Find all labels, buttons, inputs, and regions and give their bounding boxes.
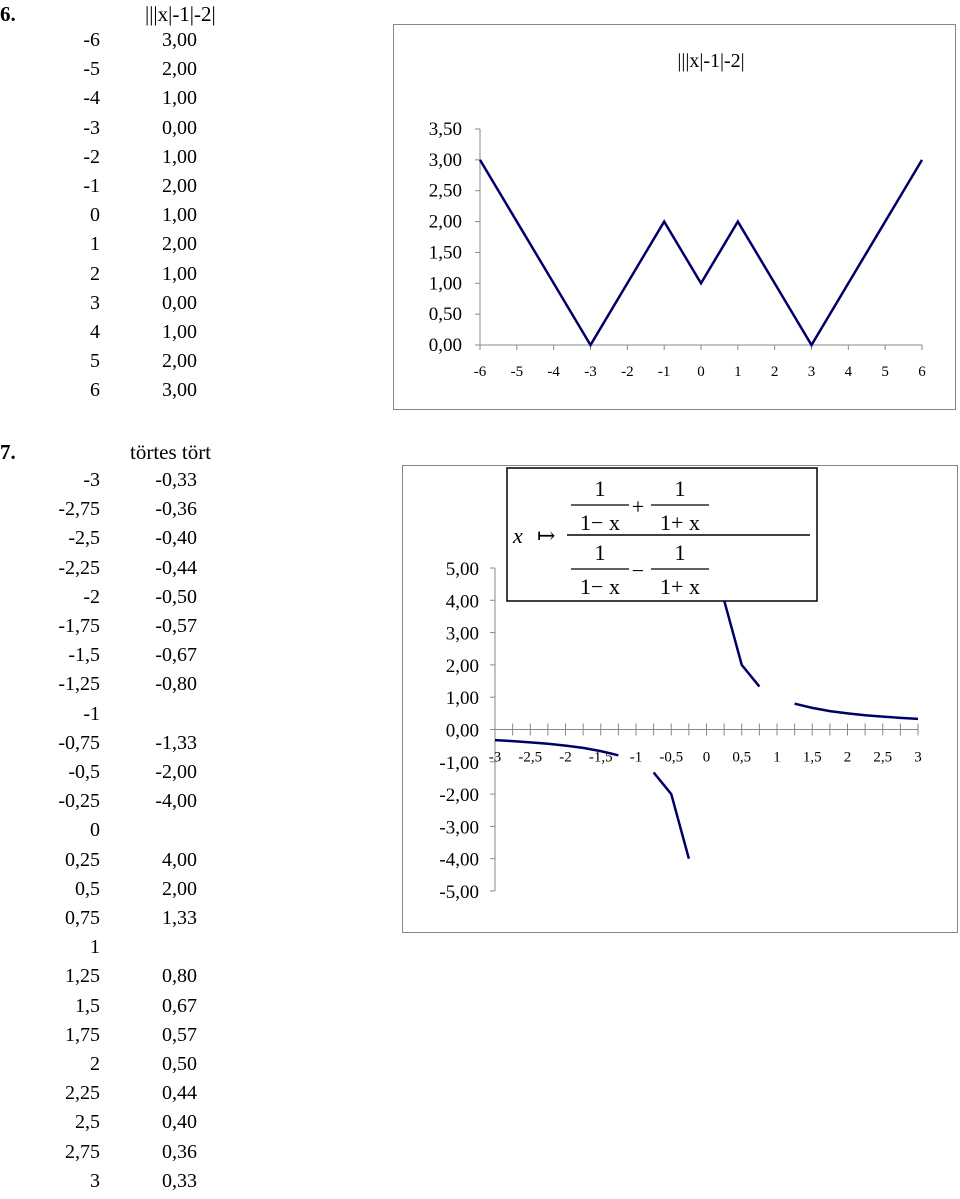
x-tick-label: 2,5 xyxy=(873,749,893,766)
table-cell-y: -0,50 xyxy=(155,585,197,608)
table-row xyxy=(0,347,240,376)
y-tick-label: 2,50 xyxy=(428,180,462,202)
table-cell-x: 1 xyxy=(90,936,100,959)
x-tick-label: 1,5 xyxy=(802,749,822,766)
table-cell-x: -0,25 xyxy=(58,790,100,813)
section-7-number: 7. xyxy=(0,440,16,464)
table-cell-x: -1 xyxy=(83,702,100,725)
formula-mapsto: ↦ xyxy=(537,523,556,548)
table-cell-x: 2 xyxy=(90,262,100,285)
table-cell-x: 6 xyxy=(90,379,100,402)
table-cell-y: 2,00 xyxy=(162,175,197,197)
table-cell-x: -0,5 xyxy=(68,761,100,783)
x-tick-label: 1 xyxy=(773,749,781,766)
table-cell-x: -3 xyxy=(83,469,100,491)
table-cell-y: 2,00 xyxy=(162,58,197,81)
table-cell-x: 0,75 xyxy=(65,907,100,929)
x-tick-label: 1 xyxy=(734,364,742,380)
y-tick-label: -2,00 xyxy=(439,785,479,807)
y-tick-label: 1,00 xyxy=(445,688,479,710)
formula-den-b-bot: 1+ x xyxy=(660,574,700,599)
x-tick-label: -5 xyxy=(510,364,524,380)
formula-num-b-bot: 1+ x xyxy=(660,510,700,535)
x-tick-label: -1 xyxy=(629,749,643,766)
table-cell-y: 1,00 xyxy=(162,87,197,110)
x-tick-label: 5 xyxy=(881,364,889,380)
chart-title: |||x|-1|-2| xyxy=(677,50,745,72)
x-tick-label: 3 xyxy=(914,749,922,766)
chart-abs-function xyxy=(393,24,956,410)
x-tick-label: 0,5 xyxy=(732,749,752,766)
y-tick-label: 0,50 xyxy=(428,304,462,326)
table-row xyxy=(0,554,240,583)
table-cell-x: -5 xyxy=(83,58,100,81)
formula-den-b-top: 1 xyxy=(674,540,686,565)
table-cell-y: 3,00 xyxy=(162,29,197,51)
table-cell-x: 2,75 xyxy=(65,1140,100,1163)
x-tick-label: -0,5 xyxy=(659,749,684,766)
x-tick-label: -2 xyxy=(621,364,634,380)
table-cell-y: 0,44 xyxy=(162,1082,197,1105)
table-row xyxy=(0,1108,240,1137)
table-cell-y: 0,40 xyxy=(162,1111,197,1134)
x-tick-label: 0 xyxy=(697,364,705,380)
table-cell-x: 1 xyxy=(90,233,100,256)
table-row xyxy=(0,495,240,524)
table-row xyxy=(0,700,240,729)
section-6-number: 6. xyxy=(0,2,16,26)
table-cell-y: -0,57 xyxy=(155,615,197,637)
y-tick-label: 1,50 xyxy=(428,242,462,264)
table-cell-x: -4 xyxy=(83,87,100,110)
y-tick-label: 0,00 xyxy=(445,720,479,742)
x-tick-label: 2 xyxy=(770,364,779,380)
y-tick-label: 2,00 xyxy=(445,655,479,677)
table-cell-x: 2,5 xyxy=(75,1111,100,1134)
table-row xyxy=(0,376,240,405)
chart-fraction-function-svg xyxy=(403,466,957,932)
table-row xyxy=(0,787,240,816)
table-cell-y: -0,44 xyxy=(155,556,197,579)
y-tick-label: -4,00 xyxy=(439,849,479,871)
table-cell-x: 2 xyxy=(90,1053,100,1075)
table-row xyxy=(0,466,240,495)
x-tick-label: -2,5 xyxy=(518,749,543,766)
table-row xyxy=(0,524,240,553)
table-cell-x: 5 xyxy=(90,350,100,373)
table-cell-x: -1,25 xyxy=(58,673,100,696)
x-tick-label: -3 xyxy=(584,364,597,380)
y-tick-label: -3,00 xyxy=(439,817,479,839)
table-row xyxy=(0,114,240,143)
table-cell-x: -3 xyxy=(83,116,100,139)
table-cell-x: 3 xyxy=(90,1169,100,1192)
table-row xyxy=(0,1167,240,1196)
y-tick-label: -1,00 xyxy=(439,752,479,774)
table-row xyxy=(0,816,240,845)
table-cell-x: 0 xyxy=(90,819,100,842)
section-7-table xyxy=(0,466,240,1196)
table-cell-y: 0,80 xyxy=(162,965,197,988)
table-cell-y: -0,36 xyxy=(155,498,197,521)
x-tick-label: 6 xyxy=(918,364,926,380)
table-cell-y: 0,33 xyxy=(162,1169,197,1192)
table-cell-y: 2,00 xyxy=(162,233,197,256)
table-cell-y: 0,36 xyxy=(162,1140,197,1163)
table-cell-x: -2,5 xyxy=(68,527,100,550)
table-row xyxy=(0,933,240,962)
table-cell-y: 1,33 xyxy=(162,907,197,929)
table-row xyxy=(0,962,240,991)
x-tick-label: -1,5 xyxy=(588,749,613,766)
chart-abs-function-svg xyxy=(394,25,955,409)
table-cell-x: -0,75 xyxy=(58,731,100,754)
table-cell-y: -1,33 xyxy=(155,731,197,754)
x-tick-label: -3 xyxy=(488,749,502,766)
table-cell-y: -0,40 xyxy=(155,527,197,550)
table-row xyxy=(0,172,240,201)
table-cell-x: 3 xyxy=(90,291,100,314)
table-row xyxy=(0,1138,240,1167)
y-tick-label: -5,00 xyxy=(439,882,479,903)
x-tick-label: 0 xyxy=(702,749,711,766)
series-line-segment xyxy=(795,704,918,719)
table-cell-y: 1,00 xyxy=(162,145,197,168)
section-6-table xyxy=(0,26,240,410)
table-row xyxy=(0,904,240,933)
table-cell-x: -1,75 xyxy=(58,615,100,637)
table-row xyxy=(0,230,240,259)
table-row xyxy=(0,846,240,875)
table-row xyxy=(0,318,240,347)
y-tick-label: 0,00 xyxy=(428,335,462,356)
x-tick-label: 3 xyxy=(807,364,816,380)
formula-den-a-bot: 1− x xyxy=(580,574,620,599)
table-row xyxy=(0,729,240,758)
table-row xyxy=(0,289,240,318)
table-cell-x: -6 xyxy=(83,29,100,51)
table-row xyxy=(0,670,240,699)
table-cell-y: 2,00 xyxy=(162,877,197,900)
table-row xyxy=(0,758,240,787)
chart-fraction-function xyxy=(402,465,958,933)
table-cell-x: -2,25 xyxy=(58,556,100,579)
table-cell-y: 0,00 xyxy=(162,116,197,139)
table-cell-x: 1,75 xyxy=(65,1023,100,1046)
table-cell-y: -0,33 xyxy=(155,469,197,491)
series-line xyxy=(480,160,922,345)
table-cell-y: 0,50 xyxy=(162,1053,197,1075)
table-cell-y: 1,00 xyxy=(162,262,197,285)
table-row xyxy=(0,1050,240,1079)
section-6-title: |||x|-1|-2| xyxy=(145,2,216,26)
formula-num-b-top: 1 xyxy=(674,476,686,501)
table-row xyxy=(0,583,240,612)
table-row xyxy=(0,55,240,84)
x-tick-label: 4 xyxy=(844,364,853,380)
formula-num-a-bot: 1− x xyxy=(580,510,620,535)
y-tick-label: 1,00 xyxy=(428,273,462,295)
formula-variable: x xyxy=(513,523,523,548)
table-row xyxy=(0,612,240,641)
y-tick-label: 3,50 xyxy=(428,119,462,140)
table-cell-x: 4 xyxy=(90,321,100,343)
table-cell-y: -4,00 xyxy=(155,790,197,813)
y-tick-label: 3,00 xyxy=(445,623,479,645)
y-tick-label: 5,00 xyxy=(445,559,479,580)
table-cell-x: 0 xyxy=(90,204,100,227)
table-cell-y: 4,00 xyxy=(162,848,197,871)
table-cell-y: -2,00 xyxy=(155,761,197,783)
table-cell-y: 2,00 xyxy=(162,350,197,373)
y-tick-label: 2,00 xyxy=(428,211,462,233)
formula-num-op: + xyxy=(631,494,645,519)
y-tick-label: 4,00 xyxy=(445,591,479,613)
table-cell-x: -1 xyxy=(83,175,100,197)
table-cell-y: 1,00 xyxy=(162,321,197,343)
table-cell-x: -2 xyxy=(83,585,100,608)
formula-den-a-top: 1 xyxy=(594,540,606,565)
table-row xyxy=(0,1079,240,1108)
x-tick-label: -1 xyxy=(657,364,671,380)
table-cell-x: -2 xyxy=(83,145,100,168)
table-row xyxy=(0,1021,240,1050)
table-cell-y: 0,67 xyxy=(162,994,197,1017)
section-7-title: törtes tört xyxy=(130,440,212,464)
table-row xyxy=(0,26,240,55)
table-cell-y: -0,80 xyxy=(155,673,197,696)
x-tick-label: -6 xyxy=(473,364,487,380)
table-cell-y: -0,67 xyxy=(155,644,197,667)
y-tick-label: 3,00 xyxy=(428,149,462,171)
table-cell-y: 3,00 xyxy=(162,379,197,402)
table-cell-x: -1,5 xyxy=(68,644,100,667)
table-row xyxy=(0,260,240,289)
table-cell-x: 2,25 xyxy=(65,1082,100,1105)
table-row xyxy=(0,143,240,172)
formula-num-a-top: 1 xyxy=(594,476,606,501)
table-cell-x: -2,75 xyxy=(58,498,100,521)
x-tick-label: -4 xyxy=(547,364,560,380)
table-row xyxy=(0,201,240,230)
table-cell-x: 0,25 xyxy=(65,848,100,871)
table-cell-y: 1,00 xyxy=(162,204,197,227)
table-row xyxy=(0,992,240,1021)
series-line-segment xyxy=(654,772,689,858)
table-row xyxy=(0,84,240,113)
table-row xyxy=(0,641,240,670)
table-cell-y: 0,57 xyxy=(162,1023,197,1046)
table-cell-x: 1,5 xyxy=(75,994,100,1017)
x-tick-label: -2 xyxy=(559,749,572,766)
formula-den-op: − xyxy=(631,558,645,583)
table-cell-y: 0,00 xyxy=(162,291,197,314)
table-row xyxy=(0,875,240,904)
table-cell-x: 1,25 xyxy=(65,965,100,988)
series-line-segment xyxy=(724,600,759,686)
table-cell-x: 0,5 xyxy=(75,877,100,900)
x-tick-label: 2 xyxy=(843,749,852,766)
